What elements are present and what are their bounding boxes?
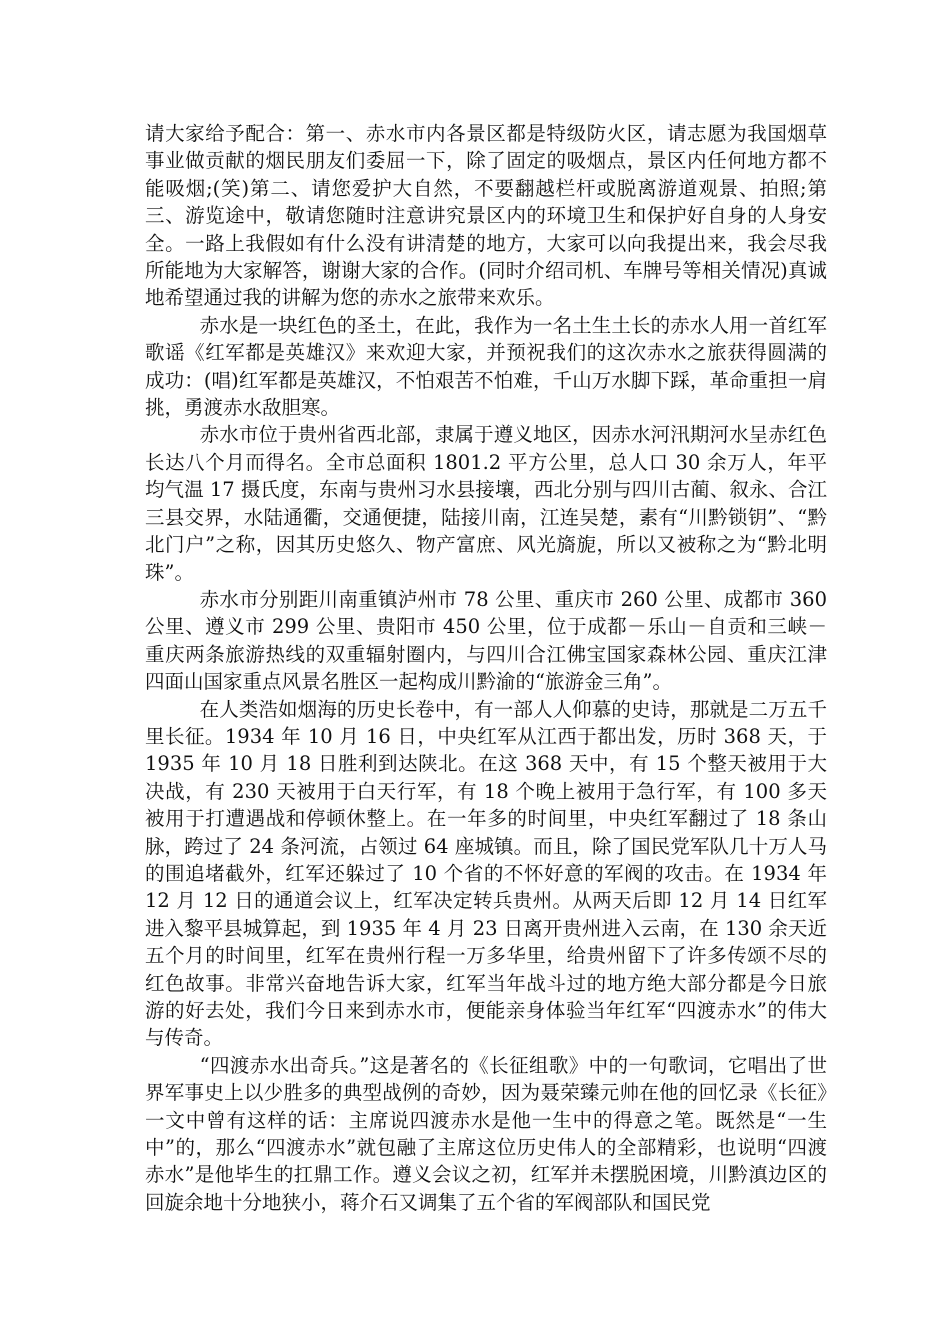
paragraph-fire-safety-notice: 请大家给予配合：第一、赤水市内各景区都是特级防火区，请志愿为我国烟草事业做贡献的烟民朋友们委屈一下，除了固定的吸烟点，景区内任何地方都不能吸烟;(笑)第二、请您爱护大自然，不要翻越栏杆或脱离游道观景、拍照;第三、游览途中，敬请您随时注意讲究景区内的环境卫生和保护好自身的人身安全。一路上我假如有什么没有讲清楚的地方，大家可以向我提出来，我会尽我所能地为大家解答，谢谢大家的合作。(同时介绍司机、车牌号等相关情况)真诚地希望通过我的讲解为您的赤水之旅带来欢乐。 xyxy=(145,122,827,310)
paragraph-distances: 赤水市分别距川南重镇泸州市 78 公里、重庆市 260 公里、成都市 360 公里、遵义市 299 公里、贵阳市 450 公里，位于成都－乐山－自贡和三峡－重庆两条旅游热线的双重辐射圈内，与四川合江佛宝国家森林公园、重庆江津四面山国家重点风景名胜区一起构成川黔渝的“旅游金三角”。 xyxy=(145,587,827,694)
paragraph-long-march: 在人类浩如烟海的历史长卷中，有一部人人仰慕的史诗，那就是二万五千里长征。1934 年 10 月 16 日，中央红军从江西于都出发，历时 368 天，于 1935 年 10 月 18 日胜利到达陕北。在这 368 天中，有 15 个整天被用于大决战，有 230 天被用于白天行军，有 18 个晚上被用于急行军，有 100 多天被用于打遭遇战和停顿休整上。在一年多的时间里，中央红军翻过了 18 条山脉，跨过了 24 条河流，占领过 64 座城镇。而且，除了国民党军队几十万人马的围追堵截外，红军还躲过了 10 个省的不怀好意的军阀的攻击。在 1934 年 12 月 12 日的通道会议上，红军决定转兵贵州。从两天后即 12 月 14 日红军进入黎平县城算起，到 1935 年 4 月 23 日离开贵州进入云南，在 130 余天近五个月的时间里，红军在贵州行程一万多华里，给贵州留下了许多传颂不尽的红色故事。非常兴奋地告诉大家，红军当年战斗过的地方绝大部分都是今日旅游的好去处，我们今日来到赤水市，便能亲身体验当年红军“四渡赤水”的伟大与传奇。 xyxy=(145,697,827,1050)
paragraph-chishui-overview: 赤水市位于贵州省西北部，隶属于遵义地区，因赤水河汛期河水呈赤红色长达八个月而得名。全市总面积 1801.2 平方公里，总人口 30 余万人，年平均气温 17 摄氏度，东南与贵州习水县接壤，西北分别与四川古蔺、叙永、合江三县交界，水陆通衢，交通便捷，陆接川南，江连吴楚，素有“川黔锁钥”、“黔北门户”之称，因其历史悠久、物产富庶、风光旖旎，所以又被称之为“黔北明珠”。 xyxy=(145,423,827,584)
paragraph-four-crossings: “四渡赤水出奇兵。”这是著名的《长征组歌》中的一句歌词，它唱出了世界军事史上以少胜多的典型战例的奇妙，因为聂荣臻元帅在他的回忆录《长征》一文中曾有这样的话：主席说四渡赤水是他一生中的得意之笔。既然是“一生中”的，那么“四渡赤水”就包融了主席这位历史伟人的全部精彩，也说明“四渡赤水”是他毕生的扛鼎工作。遵义会议之初，红军并未摆脱困境，川黔滇边区的回旋余地十分地狭小，蒋介石又调集了五个省的军阀部队和国民党 xyxy=(145,1053,827,1214)
paragraph-red-army-song: 赤水是一块红色的圣土，在此，我作为一名土生土长的赤水人用一首红军歌谣《红军都是英雄汉》来欢迎大家，并预祝我们的这次赤水之旅获得圆满的成功：(唱)红军都是英雄汉，不怕艰苦不怕难，千山万水脚下踩，革命重担一肩挑，勇渡赤水敌胆寒。 xyxy=(145,313,827,420)
document-page xyxy=(145,120,827,1216)
